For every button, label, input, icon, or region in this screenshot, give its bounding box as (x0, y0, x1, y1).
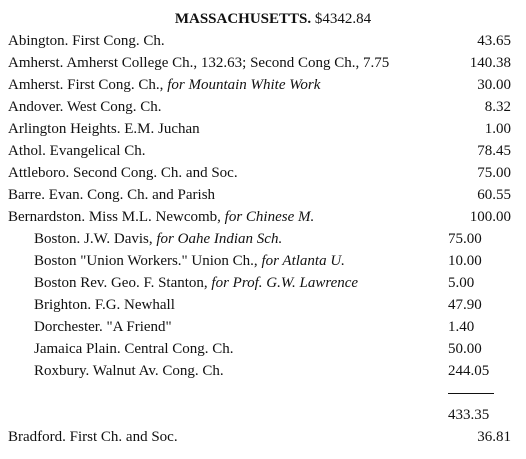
entry-place: Boston "Union Workers." Union Ch., (34, 253, 262, 269)
entry-amount: 1.40 (448, 319, 475, 335)
entry-amount: 78.45 (477, 143, 511, 159)
sub-entry-row (34, 272, 504, 294)
entry-amount: 244.05 (448, 363, 490, 379)
entry-row (8, 184, 511, 206)
entry-label (34, 250, 345, 272)
entry-designation: for Atlanta U. (261, 253, 345, 269)
entry-amount: 140.38 (469, 55, 511, 71)
boston-subtotal: 433.35 (448, 407, 490, 423)
entry-label (8, 118, 200, 140)
entry-designation: for Mountain White Work (167, 77, 321, 93)
sub-entry-row (34, 338, 504, 360)
entry-designation: for Chinese M. (224, 209, 315, 225)
entry-amount: 10.00 (448, 253, 482, 269)
entry-place: Brighton. F.G. Newhall (34, 297, 175, 313)
state-total: $4342.84 (314, 11, 372, 27)
entry-place: Jamaica Plain. Central Cong. Ch. (34, 341, 234, 357)
sub-entry-row (34, 228, 504, 250)
entry-label (34, 228, 282, 250)
entry-place: Amherst. Amherst College Ch., 132.63; Second Cong Ch., 7.75 (8, 55, 390, 71)
entry-place: Abington. First Cong. Ch. (8, 33, 165, 49)
entry-designation: for Prof. G.W. Lawrence (211, 275, 359, 291)
entry-label (8, 162, 238, 184)
sub-entry-row (34, 360, 504, 382)
entry-place: Dorchester. "A Friend" (34, 319, 172, 335)
entry-label (34, 316, 172, 338)
entry-designation: for Oahe Indian Sch. (156, 231, 283, 247)
entry-label (34, 338, 234, 360)
entry-label (8, 30, 165, 52)
entry-row (8, 206, 511, 228)
entry-label (8, 426, 178, 448)
entry-place: Bernardston. Miss M.L. Newcomb, (8, 209, 225, 225)
entry-row (8, 140, 511, 162)
entry-amount: 47.90 (448, 297, 482, 313)
entry-label (8, 74, 320, 96)
entry-amount: 75.00 (477, 165, 511, 181)
entry-label (8, 206, 314, 228)
entry-label (8, 184, 215, 206)
entry-label (34, 360, 224, 382)
sub-entry-row (34, 316, 504, 338)
entry-place: Andover. West Cong. Ch. (8, 99, 162, 115)
entry-place: Bradford. First Ch. and Soc. (8, 429, 178, 445)
entry-label (8, 140, 145, 162)
entry-amount: 5.00 (448, 275, 475, 291)
sub-entry-row (34, 250, 504, 272)
entry-amount: 30.00 (477, 77, 511, 93)
entry-amount: 36.81 (477, 429, 511, 445)
entry-place: Athol. Evangelical Ch. (8, 143, 146, 159)
entry-label (8, 52, 389, 74)
entry-row (8, 426, 511, 448)
entry-row (8, 162, 511, 184)
entry-amount: 1.00 (484, 121, 511, 137)
entry-amount: 50.00 (448, 341, 482, 357)
entry-place: Boston. J.W. Davis, (34, 231, 157, 247)
entry-place: Arlington Heights. E.M. Juchan (8, 121, 200, 137)
entry-amount: 43.65 (477, 33, 511, 49)
entry-amount: 100.00 (469, 209, 511, 225)
entry-label (8, 96, 162, 118)
entry-amount: 60.55 (477, 187, 511, 203)
entry-row (8, 52, 511, 74)
entry-place: Boston Rev. Geo. F. Stanton, (34, 275, 212, 291)
entry-row (8, 96, 511, 118)
subtotal-rule (448, 393, 494, 394)
entry-amount: 75.00 (448, 231, 482, 247)
sub-entry-row (34, 294, 504, 316)
entry-amount: 8.32 (484, 99, 511, 115)
entry-place: Roxbury. Walnut Av. Cong. Ch. (34, 363, 224, 379)
entry-label (34, 272, 358, 294)
entry-label (34, 294, 175, 316)
entry-place: Attleboro. Second Cong. Ch. and Soc. (8, 165, 238, 181)
entry-row (8, 30, 511, 52)
entry-row (8, 118, 511, 140)
section-heading (0, 9, 526, 29)
entry-place: Amherst. First Cong. Ch., (8, 77, 168, 93)
entry-row (8, 74, 511, 96)
state-name: MASSACHUSETTS. (174, 11, 312, 27)
entry-place: Barre. Evan. Cong. Ch. and Parish (8, 187, 216, 203)
